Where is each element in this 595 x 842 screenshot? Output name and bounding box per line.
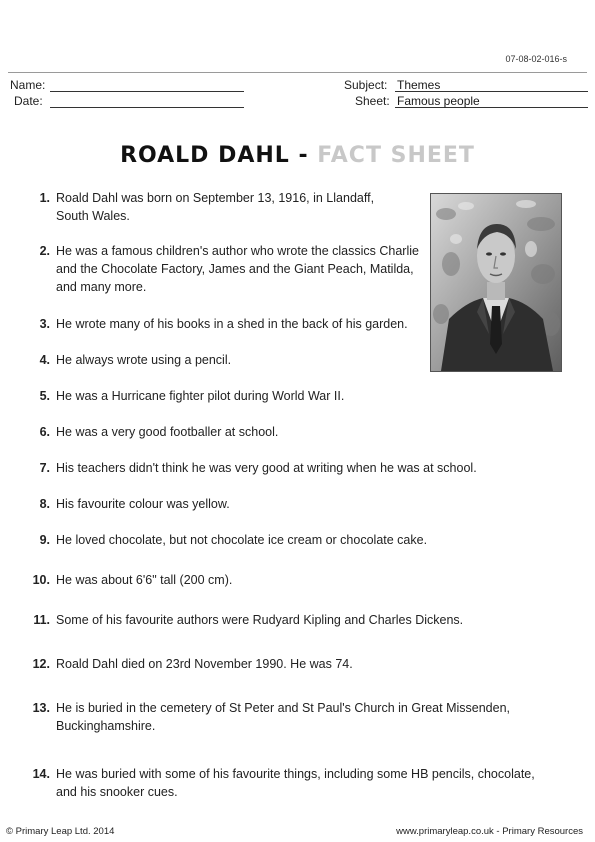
fact-number: 12. xyxy=(32,657,50,671)
top-rule xyxy=(8,72,587,73)
name-label: Name: xyxy=(10,78,46,92)
fact-text: He was a very good footballer at school. xyxy=(56,425,279,439)
subject-field[interactable]: Themes xyxy=(395,78,588,92)
fact-number: 6. xyxy=(39,425,50,439)
date-field[interactable] xyxy=(50,94,244,108)
fact-number: 10. xyxy=(32,573,50,587)
fact-number: 2. xyxy=(39,244,50,258)
footer-copyright: © Primary Leap Ltd. 2014 xyxy=(6,826,115,837)
page-title xyxy=(0,143,595,168)
fact-number: 1. xyxy=(39,191,50,205)
name-field[interactable] xyxy=(50,78,244,92)
date-label: Date: xyxy=(14,94,43,108)
fact-number: 8. xyxy=(39,497,50,511)
fact-text: His favourite colour was yellow. xyxy=(56,497,230,511)
fact-number: 11. xyxy=(33,613,50,627)
sheet-label: Sheet: xyxy=(355,94,390,108)
fact-text: Roald Dahl died on 23rd November 1990. He was 74. xyxy=(56,657,353,671)
footer-website[interactable]: www.primaryleap.co.uk - Primary Resources xyxy=(396,826,583,837)
fact-number: 5. xyxy=(39,389,50,403)
title-main: ROALD DAHL - xyxy=(120,143,309,168)
fact-number: 4. xyxy=(39,353,50,367)
fact-number: 9. xyxy=(39,533,50,547)
sheet-field[interactable]: Famous people xyxy=(395,94,588,108)
fact-number: 13. xyxy=(32,701,50,715)
fact-text: He always wrote using a pencil. xyxy=(56,353,232,367)
fact-text: He was a Hurricane fighter pilot during World War II. xyxy=(56,389,345,403)
fact-text: He wrote many of his books in a shed in the back of his garden. xyxy=(56,317,408,331)
portrait-illustration xyxy=(431,194,561,371)
fact-text: He was about 6'6" tall (200 cm). xyxy=(56,573,233,587)
subject-label: Subject: xyxy=(344,78,388,92)
title-sub: FACT SHEET xyxy=(317,143,475,168)
fact-number: 3. xyxy=(39,317,50,331)
fact-text: Roald Dahl was born on September 13, 1916, in Llandaff, South Wales. xyxy=(56,191,375,223)
fact-text: He is buried in the cemetery of St Peter and St Paul's Church in Great Missenden, Buckinghamshire. xyxy=(56,701,510,733)
fact-text: Some of his favourite authors were Rudyard Kipling and Charles Dickens. xyxy=(56,613,464,627)
fact-number: 7. xyxy=(39,461,50,475)
author-photo xyxy=(430,193,562,372)
fact-text: He loved chocolate, but not chocolate ice cream or chocolate cake. xyxy=(56,533,428,547)
fact-text: He was a famous children's author who wrote the classics Charlie and the Chocolate Factory, James and the Giant Peach, Matilda, and many more. xyxy=(56,244,419,294)
fact-text: He was buried with some of his favourite things, including some HB pencils, chocolate, and his snooker cues. xyxy=(56,767,535,799)
doc-code: 07-08-02-016-s xyxy=(505,54,567,64)
fact-number: 14. xyxy=(32,767,50,781)
fact-text: His teachers didn't think he was very good at writing when he was at school. xyxy=(56,461,477,475)
